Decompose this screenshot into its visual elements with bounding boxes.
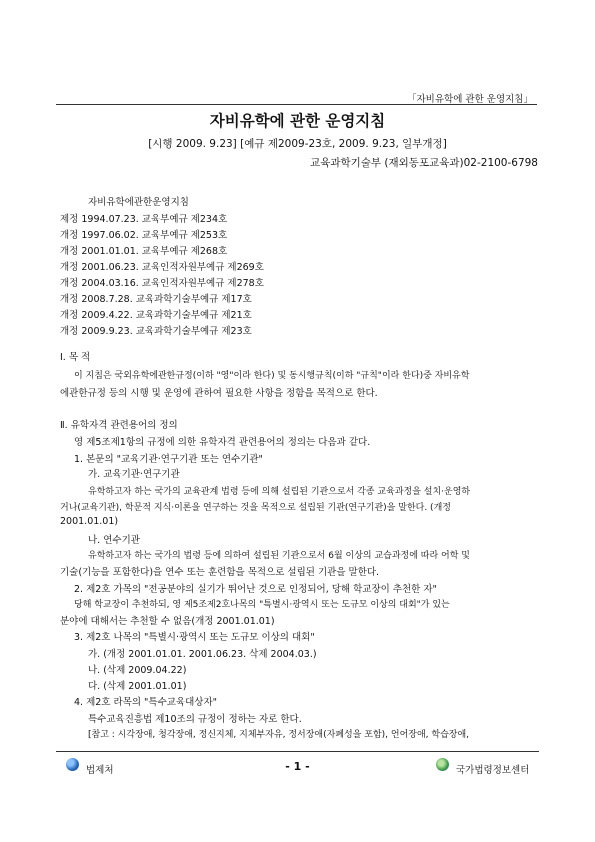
department-contact: 교육과학기술부 (재외동포교육과)02-2100-6798 [310, 157, 538, 169]
subitem-line: 나. (삭제 2009.04.22) [88, 665, 187, 676]
document-subtitle: [시행 2009. 9.23] [예규 제2009-23호, 2009. 9.23, 일부개정] [148, 138, 447, 150]
history-line: 개정 1997.06.02. 교육부예규 제253호 [60, 230, 228, 241]
body-line: 특수교육진흥법 제10조의 규정이 정하는 자로 한다. [88, 714, 302, 725]
item-heading: 3. 제2호 나목의 "특별시·광역시 또는 도규모 이상의 대회" [74, 632, 315, 643]
page-number: - 1 - [285, 760, 310, 773]
history-title: 자비유학에관한운영지침 [88, 197, 189, 208]
history-line: 개정 2009.9.23. 교육과학기술부예규 제23호 [60, 326, 252, 337]
item-heading: 1. 본문의 "교육기관·연구기관 또는 연수기관" [74, 454, 263, 465]
item-heading: 4. 제2호 라목의 "특수교육대상자" [74, 697, 218, 708]
section-heading: Ⅱ. 유학자격 관련용어의 정의 [60, 420, 178, 431]
body-line: 영 제5조제1항의 규정에 의한 유학자격 관련용어의 정의는 다음과 같다. [74, 437, 371, 448]
body-line: 기술(기능을 포함한다)을 연수 또는 훈련함을 목적으로 설립된 기관을 말한다. [60, 567, 380, 578]
body-line: 거나(교육기관), 학문적 지식·이론을 연구하는 것을 목적으로 설립된 기관(연구기관)을 말한다. (개정 [60, 503, 451, 513]
section-heading: Ⅰ. 목 적 [60, 352, 91, 363]
history-line: 개정 2009.4.22. 교육과학기술부예규 제21호 [60, 310, 252, 321]
subitem-line: 다. (삭제 2001.01.01) [88, 681, 187, 692]
history-line: 개정 2001.06.23. 교육인적자원부예규 제269호 [60, 262, 264, 273]
subitem-line: 가. (개정 2001.01.01. 2001.06.23. 삭제 2004.03.) [88, 649, 317, 660]
footer-left: 법제처 [86, 765, 114, 776]
history-line: 제정 1994.07.23. 교육부예규 제234호 [60, 214, 228, 225]
subitem-heading: 나. 연수기관 [88, 535, 140, 546]
subitem-heading: 가. 교육기관·연구기관 [88, 469, 180, 480]
history-line: 개정 2004.03.16. 교육인적자원부예규 제278호 [60, 278, 264, 289]
history-line: 개정 2008.7.28. 교육과학기술부예규 제17호 [60, 294, 252, 305]
law-center-logo-icon [436, 758, 449, 771]
body-line: 에관한규정 등의 시행 및 운영에 관하여 필요한 사항을 정함을 목적으로 한다. [60, 388, 378, 399]
item-heading: 2. 제2호 가목의 "전공분야의 실기가 뛰어난 것으로 인정되어, 당해 학교장이 추천한 자" [74, 584, 437, 595]
body-line: 당해 학교장이 추천하되, 영 제5조제2호나목의 "특별시·광역시 또는 도규모 이상의 대회"가 있는 [74, 600, 450, 610]
body-line: [참고 : 시각장애, 청각장애, 정신지체, 지체부자유, 정서장애(자폐성을 포함), 언어장애, 학습장애, [88, 730, 470, 740]
body-line: 이 지침은 국외유학에관한규정(이하 "영"이라 한다) 및 동시행규칙(이하 "규칙"이라 한다)중 자비유학 [74, 371, 470, 381]
footer-rule [56, 751, 539, 752]
history-line: 개정 2001.01.01. 교육부예규 제268호 [60, 246, 228, 257]
body-line: 분야에 대해서는 추천할 수 없음(개정 2001.01.01) [60, 616, 275, 627]
footer-right: 국가법령정보센터 [456, 765, 530, 776]
document-title: 자비유학에 관한 운영지침 [209, 112, 386, 130]
header-rule [56, 104, 537, 105]
body-line: 2001.01.01) [60, 516, 119, 527]
body-line: 유학하고자 하는 국가의 법령 등에 의하여 설립된 기관으로서 6월 이상의 교습과정에 따라 어학 및 [88, 551, 470, 561]
body-line: 유학하고자 하는 국가의 교육관계 법령 등에 의해 설립된 기관으로서 각종 교육과정을 설치·운영하 [88, 487, 471, 497]
document-tag: 「자비유학에 관한 운영지침」 [407, 94, 533, 105]
